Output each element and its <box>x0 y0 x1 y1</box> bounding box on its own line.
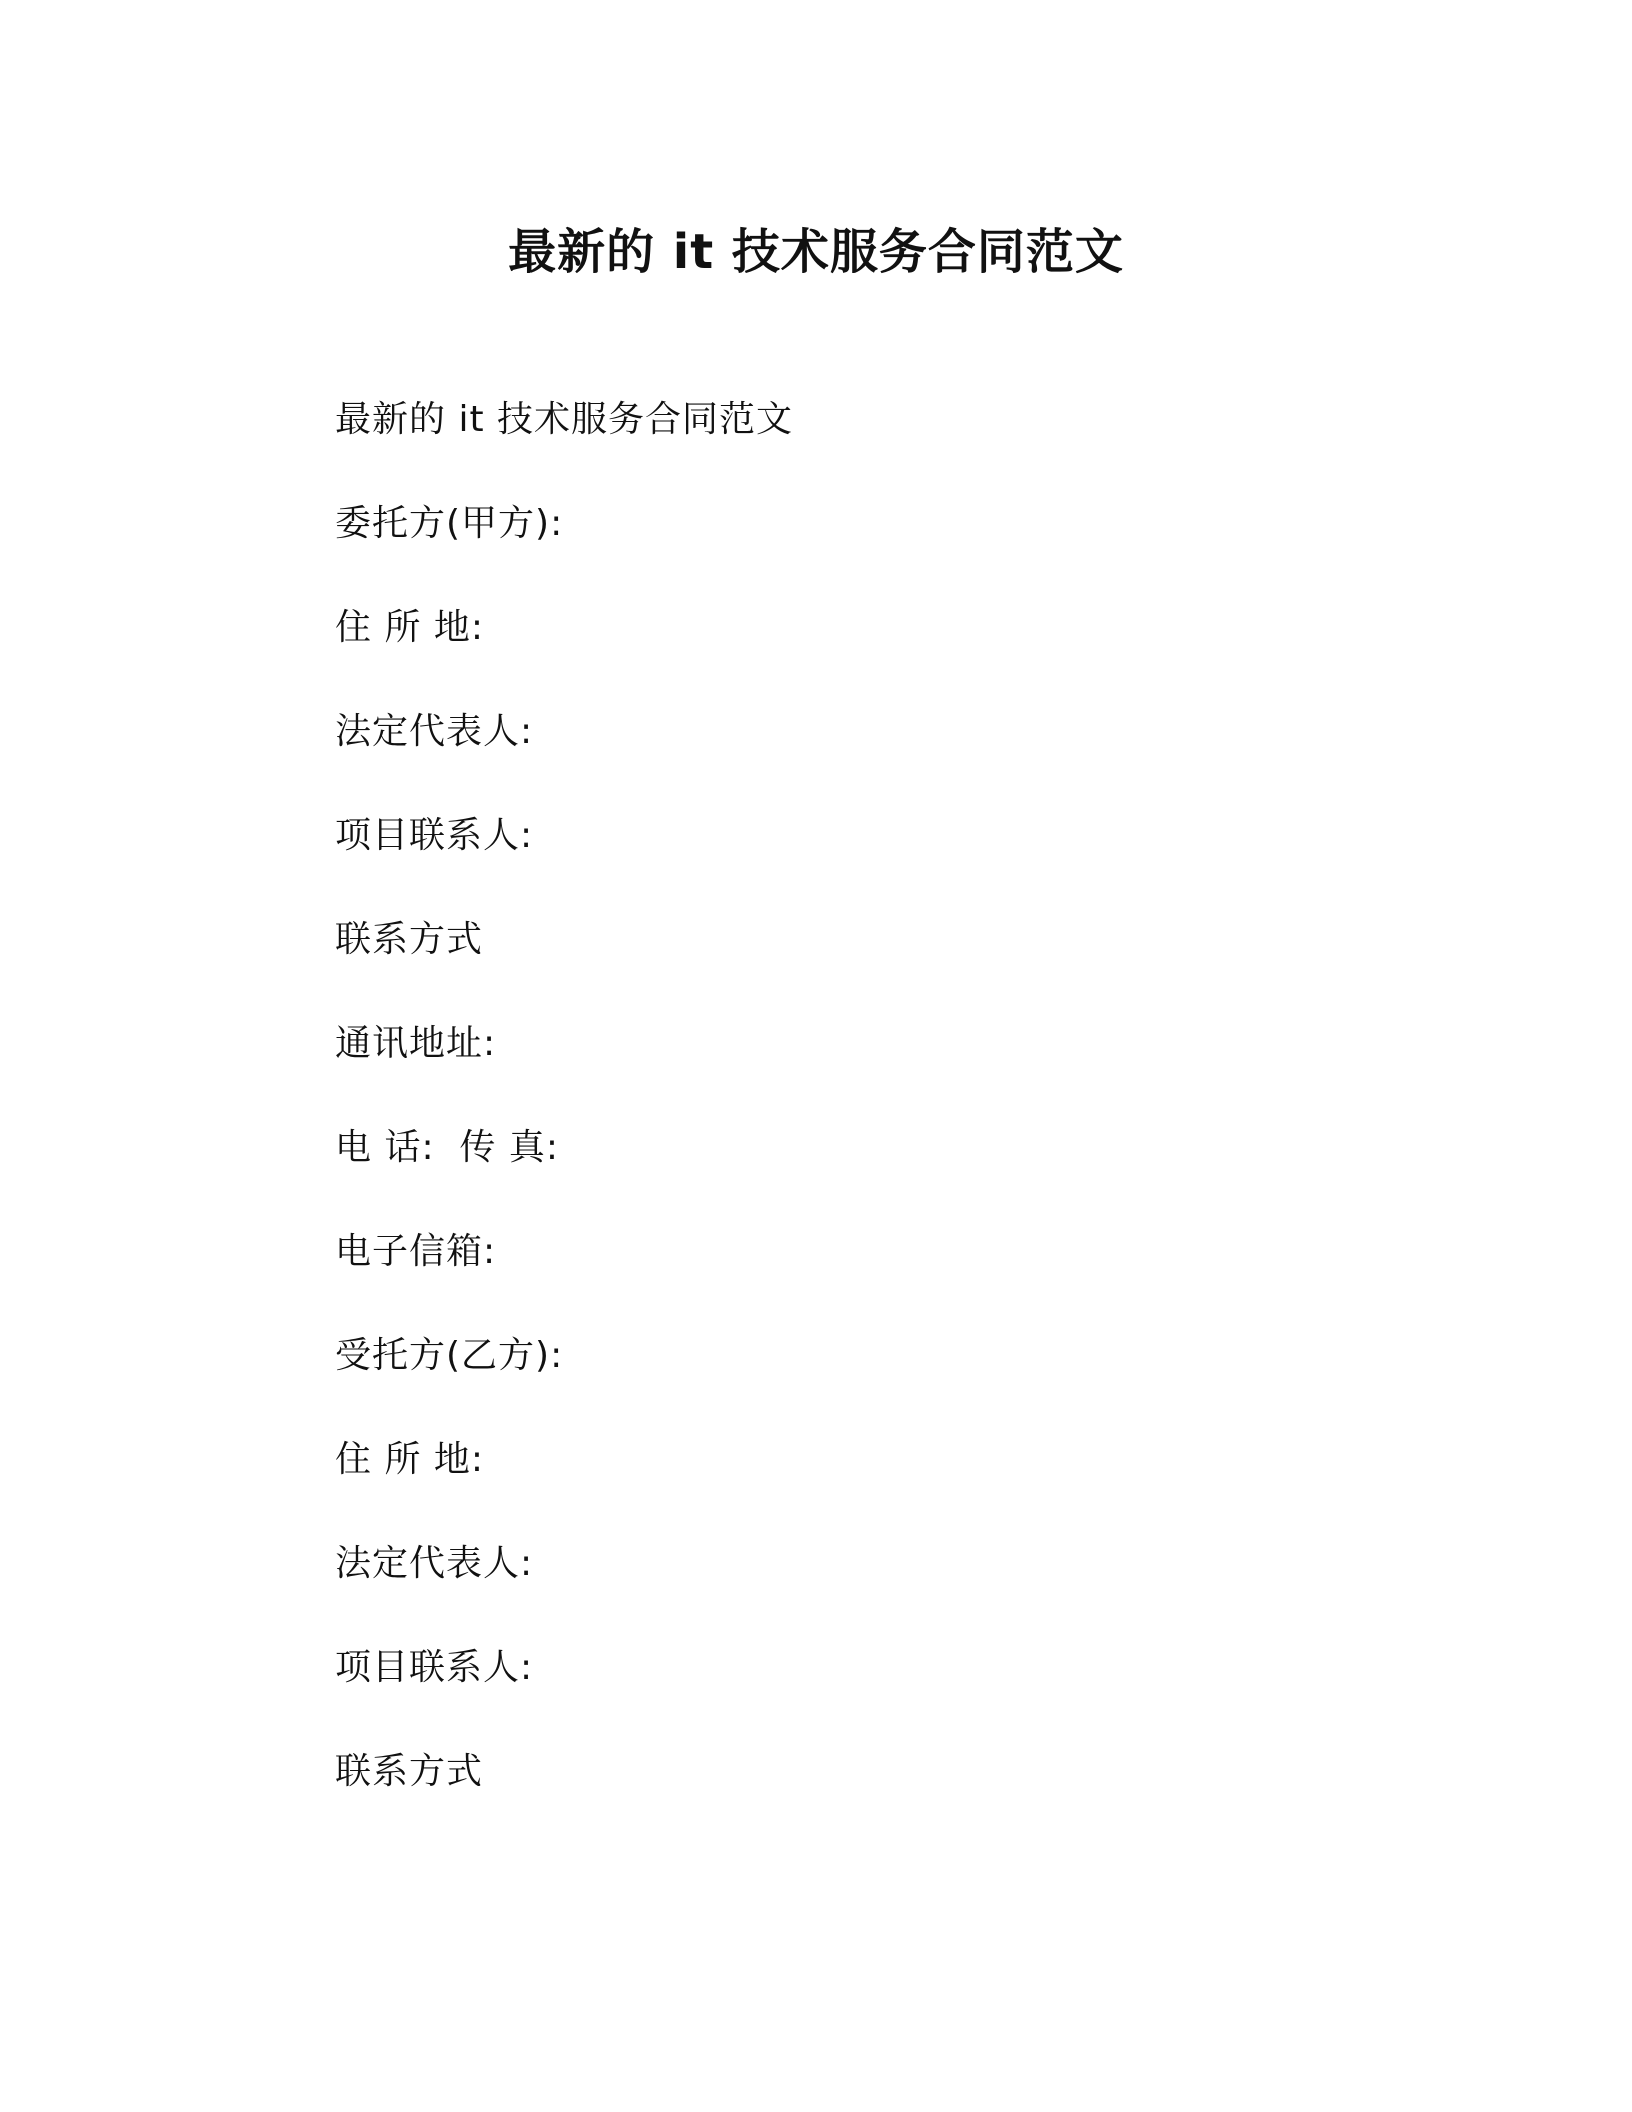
party-a-legal-rep-label: 法定代表人: <box>335 711 534 752</box>
party-b-address-label: 住 所 地: <box>335 1439 485 1480</box>
party-b-contact-method-label: 联系方式 <box>335 1751 484 1792</box>
party-a-email-label: 电子信箱: <box>335 1231 497 1272</box>
party-a-mailing-address-label: 通讯地址: <box>335 1023 497 1064</box>
party-a-label: 委托方(甲方): <box>335 503 564 544</box>
party-b-label: 受托方(乙方): <box>335 1335 564 1376</box>
party-b-project-contact-label: 项目联系人: <box>335 1647 534 1688</box>
party-b-legal-rep-label: 法定代表人: <box>335 1543 534 1584</box>
body-heading: 最新的 it 技术服务合同范文 <box>335 399 794 440</box>
party-a-contact-method-label: 联系方式 <box>335 919 484 960</box>
document-title: 最新的 it 技术服务合同范文 <box>508 224 1124 280</box>
party-a-address-label: 住 所 地: <box>335 607 485 648</box>
document-body <box>335 392 1435 1848</box>
party-a-project-contact-label: 项目联系人: <box>335 815 534 856</box>
party-a-phone-fax-label: 电 话: 传 真: <box>335 1127 560 1168</box>
